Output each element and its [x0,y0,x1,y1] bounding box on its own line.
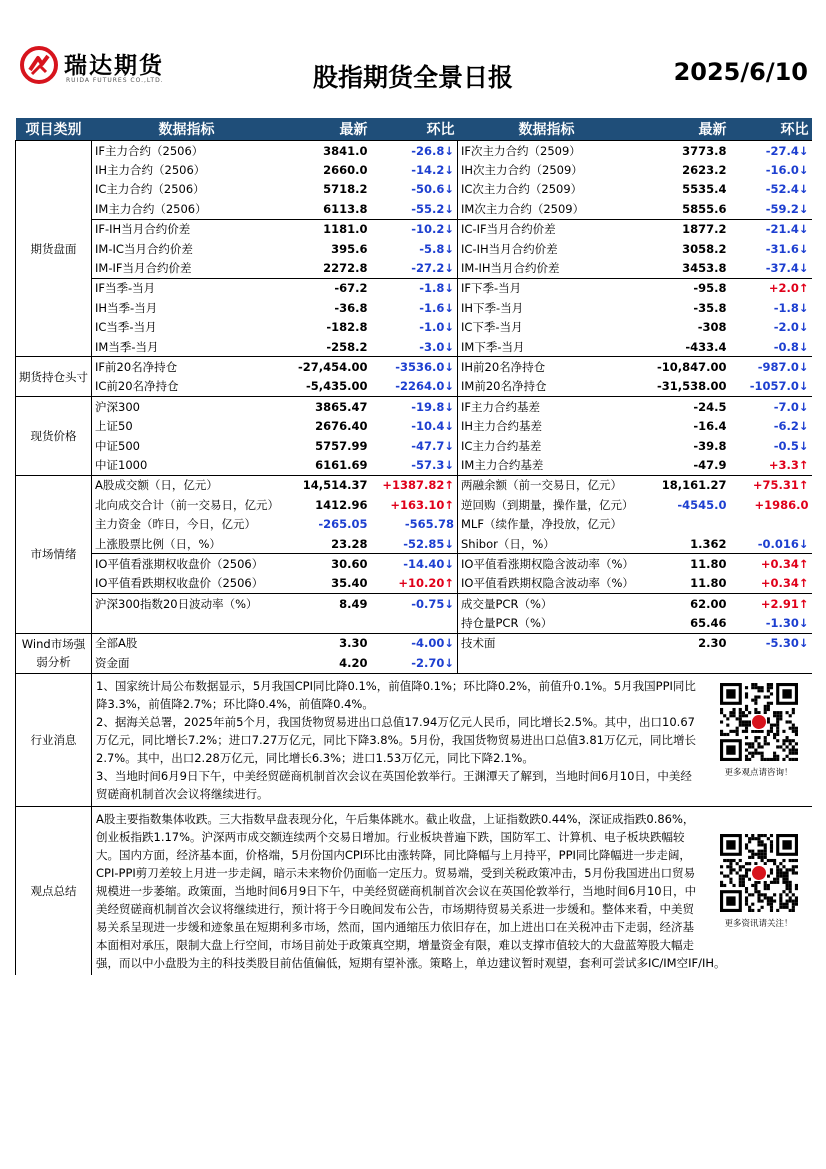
latest-value-right: -31,538.00 [656,379,727,394]
change-value-right: -21.4↓ [730,219,812,239]
change-value-right: +75.31↑ [730,475,812,495]
change-value-right: -0.8↓ [773,339,809,354]
change-value-left: +10.20↑ [398,576,454,591]
indicator-name-left: IH主力合约（2506） [92,160,282,179]
change-value-right: -1057.0↓ [749,379,809,394]
indicator-name-right: IM次主力合约（2509） [458,199,636,219]
latest-value-left: 1181.0 [282,219,371,239]
change-value-left: -10.4↓ [411,419,454,434]
indicator-name-right: IF主力合约基差 [458,397,636,417]
indicator-name-right: IM主力合约基差 [458,455,636,475]
indicator-name-right: IH前20名净持仓 [458,357,636,377]
change-value-left: -4.00↓ [371,633,458,653]
latest-value-left: 2676.40 [315,419,368,434]
indicator-name-left: 上涨股票比例（日，%） [92,534,282,554]
latest-value-right: -95.8 [636,278,730,298]
qr-block [710,683,808,782]
latest-value-right: 2.30 [636,633,730,653]
change-value-right: -1.8↓ [773,300,809,315]
qr-code-icon [720,683,798,761]
change-value-left: -55.2↓ [411,201,454,216]
indicator-name-left: IC前20名净持仓 [92,377,282,397]
latest-value-right: 65.46 [690,616,727,631]
latest-value-left: 3.30 [282,633,371,653]
change-value-left: -2.70↓ [411,655,454,670]
latest-value-left: -36.8 [334,300,368,315]
latest-value-right: -35.8 [693,300,727,315]
indicator-name-right: IO平值看涨期权隐含波动率（%） [458,554,636,574]
indicator-name-left: A股成交额（日，亿元） [92,475,282,495]
latest-value-left [282,613,371,633]
change-value-left: -5.8↓ [419,241,454,256]
table-row [16,514,812,533]
indicator-name-right: IC次主力合约（2509） [458,180,636,199]
change-value-left: -565.78 [404,517,454,532]
table-row [16,554,812,574]
change-value-right: -7.0↓ [730,397,812,417]
change-value-left: -1.0↓ [419,320,454,335]
latest-value-left: 4.20 [339,655,368,670]
indicator-name-left: 资金面 [92,653,282,673]
change-value-left: -14.2↓ [411,163,454,178]
latest-value-right: -308 [697,320,727,335]
latest-value-left: 14,514.37 [282,475,371,495]
table-header-row [16,118,812,141]
change-value-left: -10.2↓ [371,219,458,239]
change-value-left: -14.40↓ [371,554,458,574]
change-value-right: -37.4↓ [765,261,809,276]
indicator-name-right: IF次主力合约（2509） [458,141,636,161]
latest-value-right: -24.5 [636,397,730,417]
indicator-name-left: IM当季-当月 [92,337,282,357]
indicator-name-left: IF主力合约（2506） [92,141,282,161]
category-cell: 行业消息 [16,673,92,806]
latest-value-left: 395.6 [331,241,368,256]
change-value-right: -5.30↓ [730,633,812,653]
latest-value-right: -4545.0 [677,497,727,512]
indicator-name-left: 沪深300 [92,397,282,417]
latest-value-right: -47.9 [693,457,727,472]
latest-value-left: -182.8 [326,320,368,335]
latest-value-left: -67.2 [282,278,371,298]
change-value-right: -6.2↓ [773,419,809,434]
latest-value-left: -27,454.00 [282,357,371,377]
latest-value-right: 11.80 [636,554,730,574]
logo-subtitle: RUIDA FUTURES CO.,LTD. [66,77,164,84]
table-row [16,357,812,377]
latest-value-left: 2272.8 [323,261,368,276]
indicator-name-left: IF当季-当月 [92,278,282,298]
indicator-name-left: IO平值看涨期权收盘价（2506） [92,554,282,574]
table-row [16,377,812,397]
latest-value-right: 5855.6 [682,201,727,216]
table-row [16,180,812,199]
latest-value-right: -10,847.00 [636,357,730,377]
indicator-name-left: 全部A股 [92,633,282,653]
latest-value-right: 62.00 [636,593,730,613]
latest-value-right: 11.80 [690,576,727,591]
qr-caption: 更多资讯请关注！ [724,918,793,929]
change-value-left: -3.0↓ [419,339,454,354]
table-row [16,239,812,258]
latest-value-right: 3773.8 [636,141,730,161]
table-row [16,475,812,495]
change-value-left: +1387.82↑ [371,475,458,495]
indicator-name-right: IM下季-当月 [458,337,636,357]
table-row [16,613,812,633]
indicator-name-left: IM-IC当月合约价差 [92,239,282,258]
latest-value-left: 5718.2 [323,182,368,197]
category-cell: 观点总结 [16,806,92,975]
indicator-name-left: IO平值看跌期权收盘价（2506） [92,574,282,594]
table-row [16,653,812,673]
industry-news-row [16,673,812,806]
latest-value-right: 3453.8 [682,261,727,276]
header-category: 项目类别 [16,118,92,141]
latest-value-right [636,653,730,673]
indicator-name-left: IF前20名净持仓 [92,357,282,377]
industry-news-text: 1、国家统计局公布数据显示，5月我国CPI同比降0.1%，前值降0.1%；环比降0.2%，前值升0.1%。5月我国PPI同比降3.3%，前值降2.7%；环比降0.4%，前值降0.4%。 2、据海关总署，2025年前5个月，我国货物贸易进出口总值17.94万亿元人民币，同比增长2.5%。其中，出口10.67万亿元，同比增长7.2%；进口7.27万亿元，同比下降3.8%。5月份，我国货物贸易进出口总值3.81万亿元，同比增长2.7%。其中，出口2.28万亿元，同比增长6.3%；进口1.53万亿元，同比下降2.1%。 3、当地时间6月9日下午，中美经贸磋商机制首次会议在英国伦敦举行。王渊潭天了解到，当地时间6月10日，中美经贸磋商机制首次会议将继续进行。 [96,678,696,801]
indicator-name-right: Shibor（日，%） [458,534,636,554]
table-row [16,141,812,161]
change-value-right: -2.0↓ [773,320,809,335]
indicator-name-right: 成交量PCR（%） [458,593,636,613]
indicator-name-right: 技术面 [458,633,636,653]
latest-value-right [636,514,730,533]
summary-row [16,806,812,975]
change-value-left: -3536.0↓ [371,357,458,377]
indicator-name-right: IM前20名净持仓 [458,377,636,397]
indicator-name-right: MLF（续作量，净投放，亿元） [458,514,636,533]
latest-value-left: -258.2 [326,339,368,354]
indicator-name-right: IO平值看跌期权隐含波动率（%） [458,574,636,594]
latest-value-left: -265.05 [318,517,368,532]
indicator-name-left: 中证500 [92,436,282,455]
indicator-name-left: IF-IH当月合约价差 [92,219,282,239]
indicator-name-left: IC当季-当月 [92,318,282,337]
indicator-name-right: IC主力合约基差 [458,436,636,455]
indicator-name-right [458,653,636,673]
change-value-right: -27.4↓ [730,141,812,161]
indicator-name-right: IF下季-当月 [458,278,636,298]
table-row [16,574,812,594]
table-row [16,593,812,613]
indicator-name-right: IC下季-当月 [458,318,636,337]
table-row [16,298,812,317]
table-row [16,318,812,337]
latest-value-right: 18,161.27 [636,475,730,495]
indicator-name-right: 逆回购（到期量，操作量，亿元） [458,495,636,514]
qr-block [710,834,808,933]
table-row [16,219,812,239]
category-cell: 期货持仓头寸 [16,357,92,397]
industry-news-cell [92,673,812,806]
latest-value-left: 6113.8 [323,201,368,216]
table-row [16,160,812,179]
change-value-right: -59.2↓ [765,201,809,216]
category-cell: 期货盘面 [16,141,92,357]
header-change-right: 环比 [730,118,812,141]
indicator-name-left: IC主力合约（2506） [92,180,282,199]
report-header [0,0,826,118]
change-value-left: -1.8↓ [371,278,458,298]
latest-value-left: -5,435.00 [305,379,368,394]
change-value-right: +1986.0 [754,497,809,512]
latest-value-right: -39.8 [693,438,727,453]
qr-caption: 更多观点请咨询！ [724,767,793,778]
indicator-name-right: IH主力合约基差 [458,416,636,435]
indicator-name-right: IH下季-当月 [458,298,636,317]
latest-value-right: 2623.2 [682,163,727,178]
change-value-right: -52.4↓ [765,182,809,197]
indicator-name-left: 沪深300指数20日波动率（%） [92,593,282,613]
latest-value-left: 1412.96 [315,497,368,512]
category-cell: 市场情绪 [16,475,92,633]
latest-value-right: -16.4 [693,419,727,434]
change-value-right [730,653,812,673]
indicator-name-left [92,613,282,633]
latest-value-left: 35.40 [331,576,368,591]
change-value-left: -57.3↓ [411,457,454,472]
table-row [16,534,812,554]
table-row [16,455,812,475]
indicator-name-right: IM-IH当月合约价差 [458,258,636,278]
latest-value-left: 23.28 [331,536,368,551]
header-change-left: 环比 [371,118,458,141]
header-indicator-right: 数据指标 [458,118,636,141]
table-row [16,199,812,219]
report-date: 2025/6/10 [673,58,808,86]
indicator-name-left: 中证1000 [92,455,282,475]
change-value-left: -52.85↓ [403,536,454,551]
change-value-right: +0.34↑ [730,554,812,574]
data-table [15,118,812,975]
indicator-name-right: IC-IF当月合约价差 [458,219,636,239]
change-value-left: -19.8↓ [371,397,458,417]
category-cell: Wind市场强弱分析 [16,633,92,673]
latest-value-left: 3865.47 [282,397,371,417]
latest-value-right: 3058.2 [682,241,727,256]
change-value-left: -1.6↓ [419,300,454,315]
indicator-name-left: IH当季-当月 [92,298,282,317]
indicator-name-left: 上证50 [92,416,282,435]
indicator-name-right: IC-IH当月合约价差 [458,239,636,258]
latest-value-left: 2660.0 [323,163,368,178]
change-value-left: -27.2↓ [411,261,454,276]
table-row [16,633,812,653]
table-row [16,416,812,435]
change-value-left [371,613,458,633]
summary-text: A股主要指数集体收跌。三大指数早盘表现分化，午后集体跳水。截止收盘，上证指数跌0.44%，深证成指跌0.86%，创业板指跌1.17%。沪深两市成交额连续两个交易日增加。行业板块普遍下跌，国防军工、计算机、电子板块跌幅较大。国内方面，经济基本面，价格端，5月份国内CPI环比由涨转降，同比降幅与上月持平，PPI同比降幅进一步走阔，CPI-PPI剪刀差较上月进一步走阔，暗示未来物价仍面临一定压力。贸易端，受到关税政策冲击，5月份我国进出口贸易规模进一步萎缩。政策面，当地时间6月9日下午，中美经贸磋商机制首次会议在英国伦敦举行，当地时间6月10日，中美经贸磋商机制首次会议将继续进行，预计将于今日晚间发布公告，市场期待贸易关系进一步缓和。整体来看，中美贸易关系呈现进一步缓和迹象虽在短期利多市场，然而，国内通缩压力依旧存在，加上进出口在关税冲击下走弱，经济基本面相对承压，限制大盘上行空间，市场目前处于政策真空期，增量资金有限，难以支撑市值较大的大盘蓝筹股大幅走强，而以中小盘股为主的科技类股目前估值偏低，短期有望补涨。策略上，单边建议暂时观望，套利可尝试多IC/IM空IF/IH。 [96,811,726,970]
page-title: 股指期货全景日报 [312,63,513,92]
summary-cell [92,806,812,975]
indicator-name-left: 北向成交合计（前一交易日，亿元） [92,495,282,514]
change-value-left: -0.75↓ [371,593,458,613]
latest-value-left: 5757.99 [315,438,368,453]
change-value-right: +0.34↑ [760,576,809,591]
change-value-right: -0.016↓ [757,536,809,551]
change-value-left: -47.7↓ [411,438,454,453]
header-latest-left: 最新 [282,118,371,141]
category-cell: 现货价格 [16,397,92,476]
change-value-left: +163.10↑ [390,497,454,512]
indicator-name-left: IM-IF当月合约价差 [92,258,282,278]
change-value-left: -2264.0↓ [395,379,454,394]
change-value-right: +3.3↑ [768,457,809,472]
latest-value-left: 8.49 [282,593,371,613]
indicator-name-right: 两融余额（前一交易日，亿元） [458,475,636,495]
change-value-right: -31.6↓ [765,241,809,256]
change-value-right: +2.0↑ [730,278,812,298]
change-value-right: -0.5↓ [773,438,809,453]
latest-value-right: -433.4 [685,339,727,354]
table-row [16,436,812,455]
change-value-right: -987.0↓ [730,357,812,377]
change-value-left: -26.8↓ [371,141,458,161]
indicator-name-right: 持仓量PCR（%） [458,613,636,633]
latest-value-left: 30.60 [282,554,371,574]
logo-name: 瑞达期货 [64,53,164,79]
latest-value-right: 5535.4 [682,182,727,197]
change-value-left: -50.6↓ [411,182,454,197]
table-row [16,397,812,417]
table-row [16,258,812,278]
indicator-name-right: IH次主力合约（2509） [458,160,636,179]
latest-value-right: 1.362 [690,536,727,551]
indicator-name-left: IM主力合约（2506） [92,199,282,219]
qr-code-icon [720,834,798,912]
latest-value-right: 1877.2 [636,219,730,239]
table-row [16,495,812,514]
latest-value-left: 6161.69 [315,457,368,472]
change-value-right: +2.91↑ [730,593,812,613]
change-value-right [730,514,812,533]
change-value-right: -16.0↓ [765,163,809,178]
change-value-right: -1.30↓ [765,616,809,631]
header-indicator-left: 数据指标 [92,118,282,141]
header-latest-right: 最新 [636,118,730,141]
latest-value-left: 3841.0 [282,141,371,161]
table-row [16,337,812,357]
indicator-name-left: 主力资金（昨日，今日，亿元） [92,514,282,533]
table-row [16,278,812,298]
table-body [16,141,812,674]
